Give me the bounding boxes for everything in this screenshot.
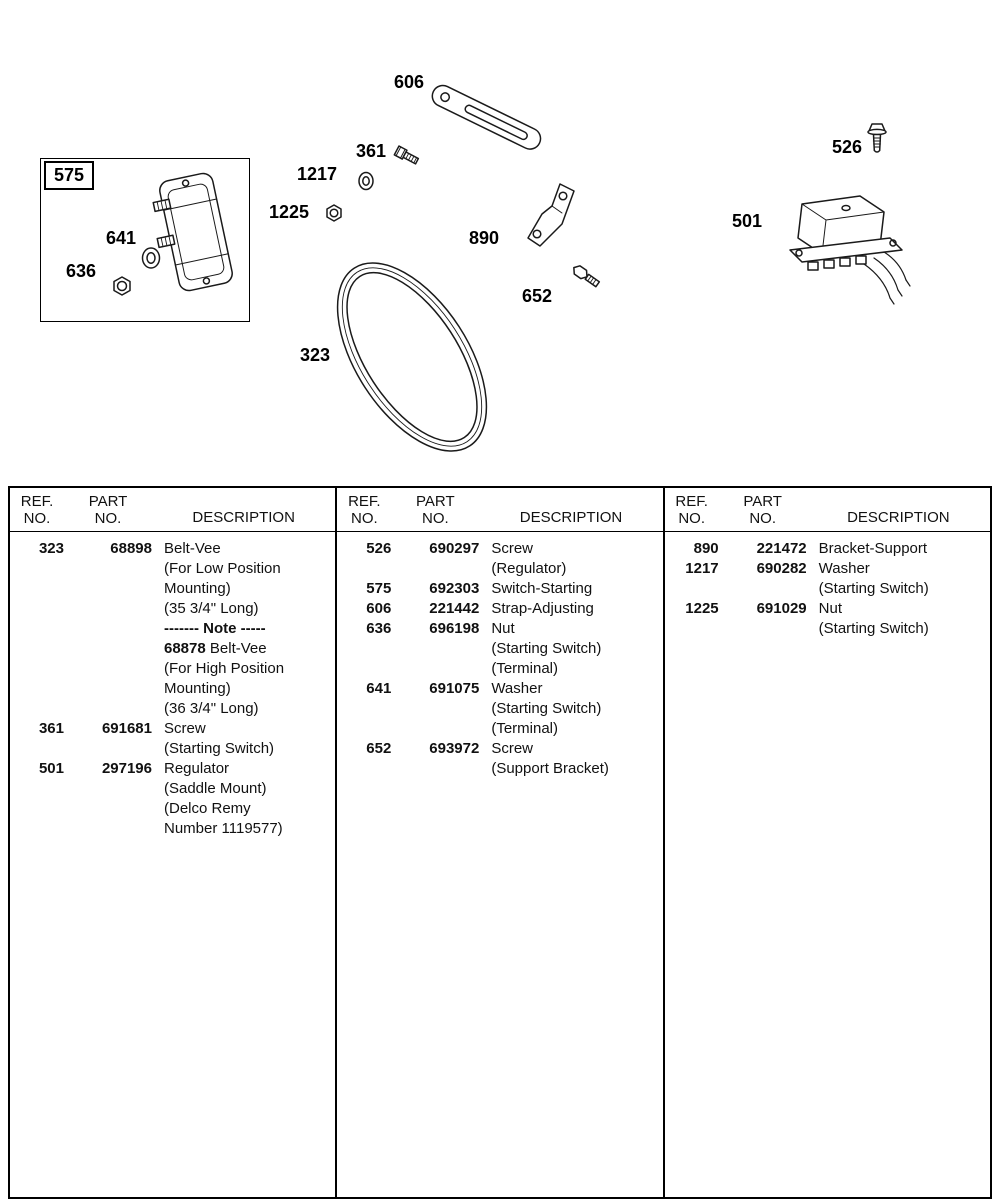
ref-no: 606 (366, 600, 392, 617)
nut-1225-drawing (327, 205, 341, 221)
description: Regulator (Saddle Mount) (Delco Remy Number 1119577) (164, 760, 283, 837)
callout-501: 501 (732, 211, 763, 231)
callout-575: 575 (44, 161, 94, 190)
ref-no-header: REF. NO. (348, 493, 381, 527)
ref-no-header: REF. NO. (675, 493, 708, 527)
ref-no: 1225 (685, 600, 719, 617)
parts-row (665, 539, 990, 559)
screw-526-drawing (868, 124, 886, 152)
part-no: 692303 (429, 580, 480, 597)
ref-no: 526 (366, 540, 392, 557)
parts-row (665, 559, 990, 599)
screw-361-drawing (394, 146, 419, 166)
ref-no: 890 (693, 540, 719, 557)
part-no-header: PART NO. (743, 493, 782, 527)
ref-no: 636 (366, 620, 392, 637)
parts-row (665, 599, 990, 639)
parts-row (337, 619, 662, 679)
part-no: 297196 (101, 760, 152, 777)
part-no: 696198 (429, 620, 480, 637)
parts-row (337, 679, 662, 739)
description: Strap-Adjusting (491, 600, 594, 617)
description: Bracket-Support (818, 540, 928, 557)
description: Washer (Starting Switch) (Terminal) (491, 680, 602, 737)
rows-container (10, 532, 335, 839)
description: Nut (Starting Switch) (818, 600, 929, 637)
part-no-header: PART NO. (416, 493, 455, 527)
callout-361: 361 (356, 141, 387, 161)
table-header (10, 488, 335, 532)
parts-column-3 (663, 488, 990, 1197)
ref-no: 652 (366, 740, 392, 757)
description: Nut (Starting Switch) (Terminal) (491, 620, 602, 677)
ref-no: 1217 (685, 560, 719, 577)
parts-row (337, 739, 662, 779)
description: Screw (Starting Switch) (164, 720, 275, 757)
description: Washer (Starting Switch) (818, 560, 929, 597)
parts-row (10, 719, 335, 759)
callout-652: 652 (522, 286, 553, 306)
ref-no-header: REF. NO. (20, 493, 54, 527)
part-no: 691075 (429, 680, 480, 697)
callout-606: 606 (394, 72, 425, 92)
part-no: 690282 (756, 560, 807, 577)
description: Screw (Support Bracket) (491, 740, 609, 777)
table-header (337, 488, 662, 532)
part-no: 221442 (429, 600, 480, 617)
parts-row (337, 579, 662, 599)
callout-890: 890 (469, 228, 500, 248)
strap-adjusting-drawing (429, 82, 544, 153)
regulator-drawing (790, 196, 910, 304)
parts-row (337, 539, 662, 579)
description-header: DESCRIPTION (519, 509, 623, 526)
parts-column-1 (10, 488, 335, 1197)
description: Belt-Vee (For Low Position Mounting) (35 3/4" Long) ------- Note ----- 68878 Belt-Vee (For High Position Mounting) (36 3/4" Long) (164, 540, 285, 717)
screw-652-drawing (571, 264, 600, 289)
callout-641: 641 (106, 228, 137, 248)
part-no: 691029 (756, 600, 807, 617)
belt-vee-drawing (307, 238, 516, 477)
ref-no: 361 (38, 720, 64, 737)
callout-636: 636 (66, 261, 97, 281)
rows-container (665, 532, 990, 639)
bracket-support-drawing (528, 184, 574, 246)
parts-list-table (8, 486, 992, 1199)
rows-container (337, 532, 662, 779)
washer-1217-drawing (359, 173, 373, 190)
part-no: 68898 (110, 540, 152, 557)
parts-row (337, 599, 662, 619)
ref-no: 641 (366, 680, 392, 697)
ref-no: 323 (38, 540, 64, 557)
callout-526: 526 (832, 137, 863, 157)
description: Switch-Starting (491, 580, 593, 597)
part-no: 221472 (756, 540, 807, 557)
description-header: DESCRIPTION (847, 509, 950, 526)
part-no: 690297 (429, 540, 480, 557)
description: Screw (Regulator) (491, 540, 567, 577)
parts-row (10, 759, 335, 839)
part-no: 691681 (101, 720, 152, 737)
callout-1217: 1217 (297, 164, 338, 184)
parts-column-2 (335, 488, 662, 1197)
part-no-header: PART NO. (88, 493, 128, 527)
table-header (665, 488, 990, 532)
ref-no: 575 (366, 580, 392, 597)
callout-323: 323 (300, 345, 331, 365)
description-header: DESCRIPTION (192, 509, 295, 526)
ref-no: 501 (38, 760, 64, 777)
part-no: 693972 (429, 740, 480, 757)
callout-1225: 1225 (269, 202, 310, 222)
parts-row (10, 539, 335, 719)
